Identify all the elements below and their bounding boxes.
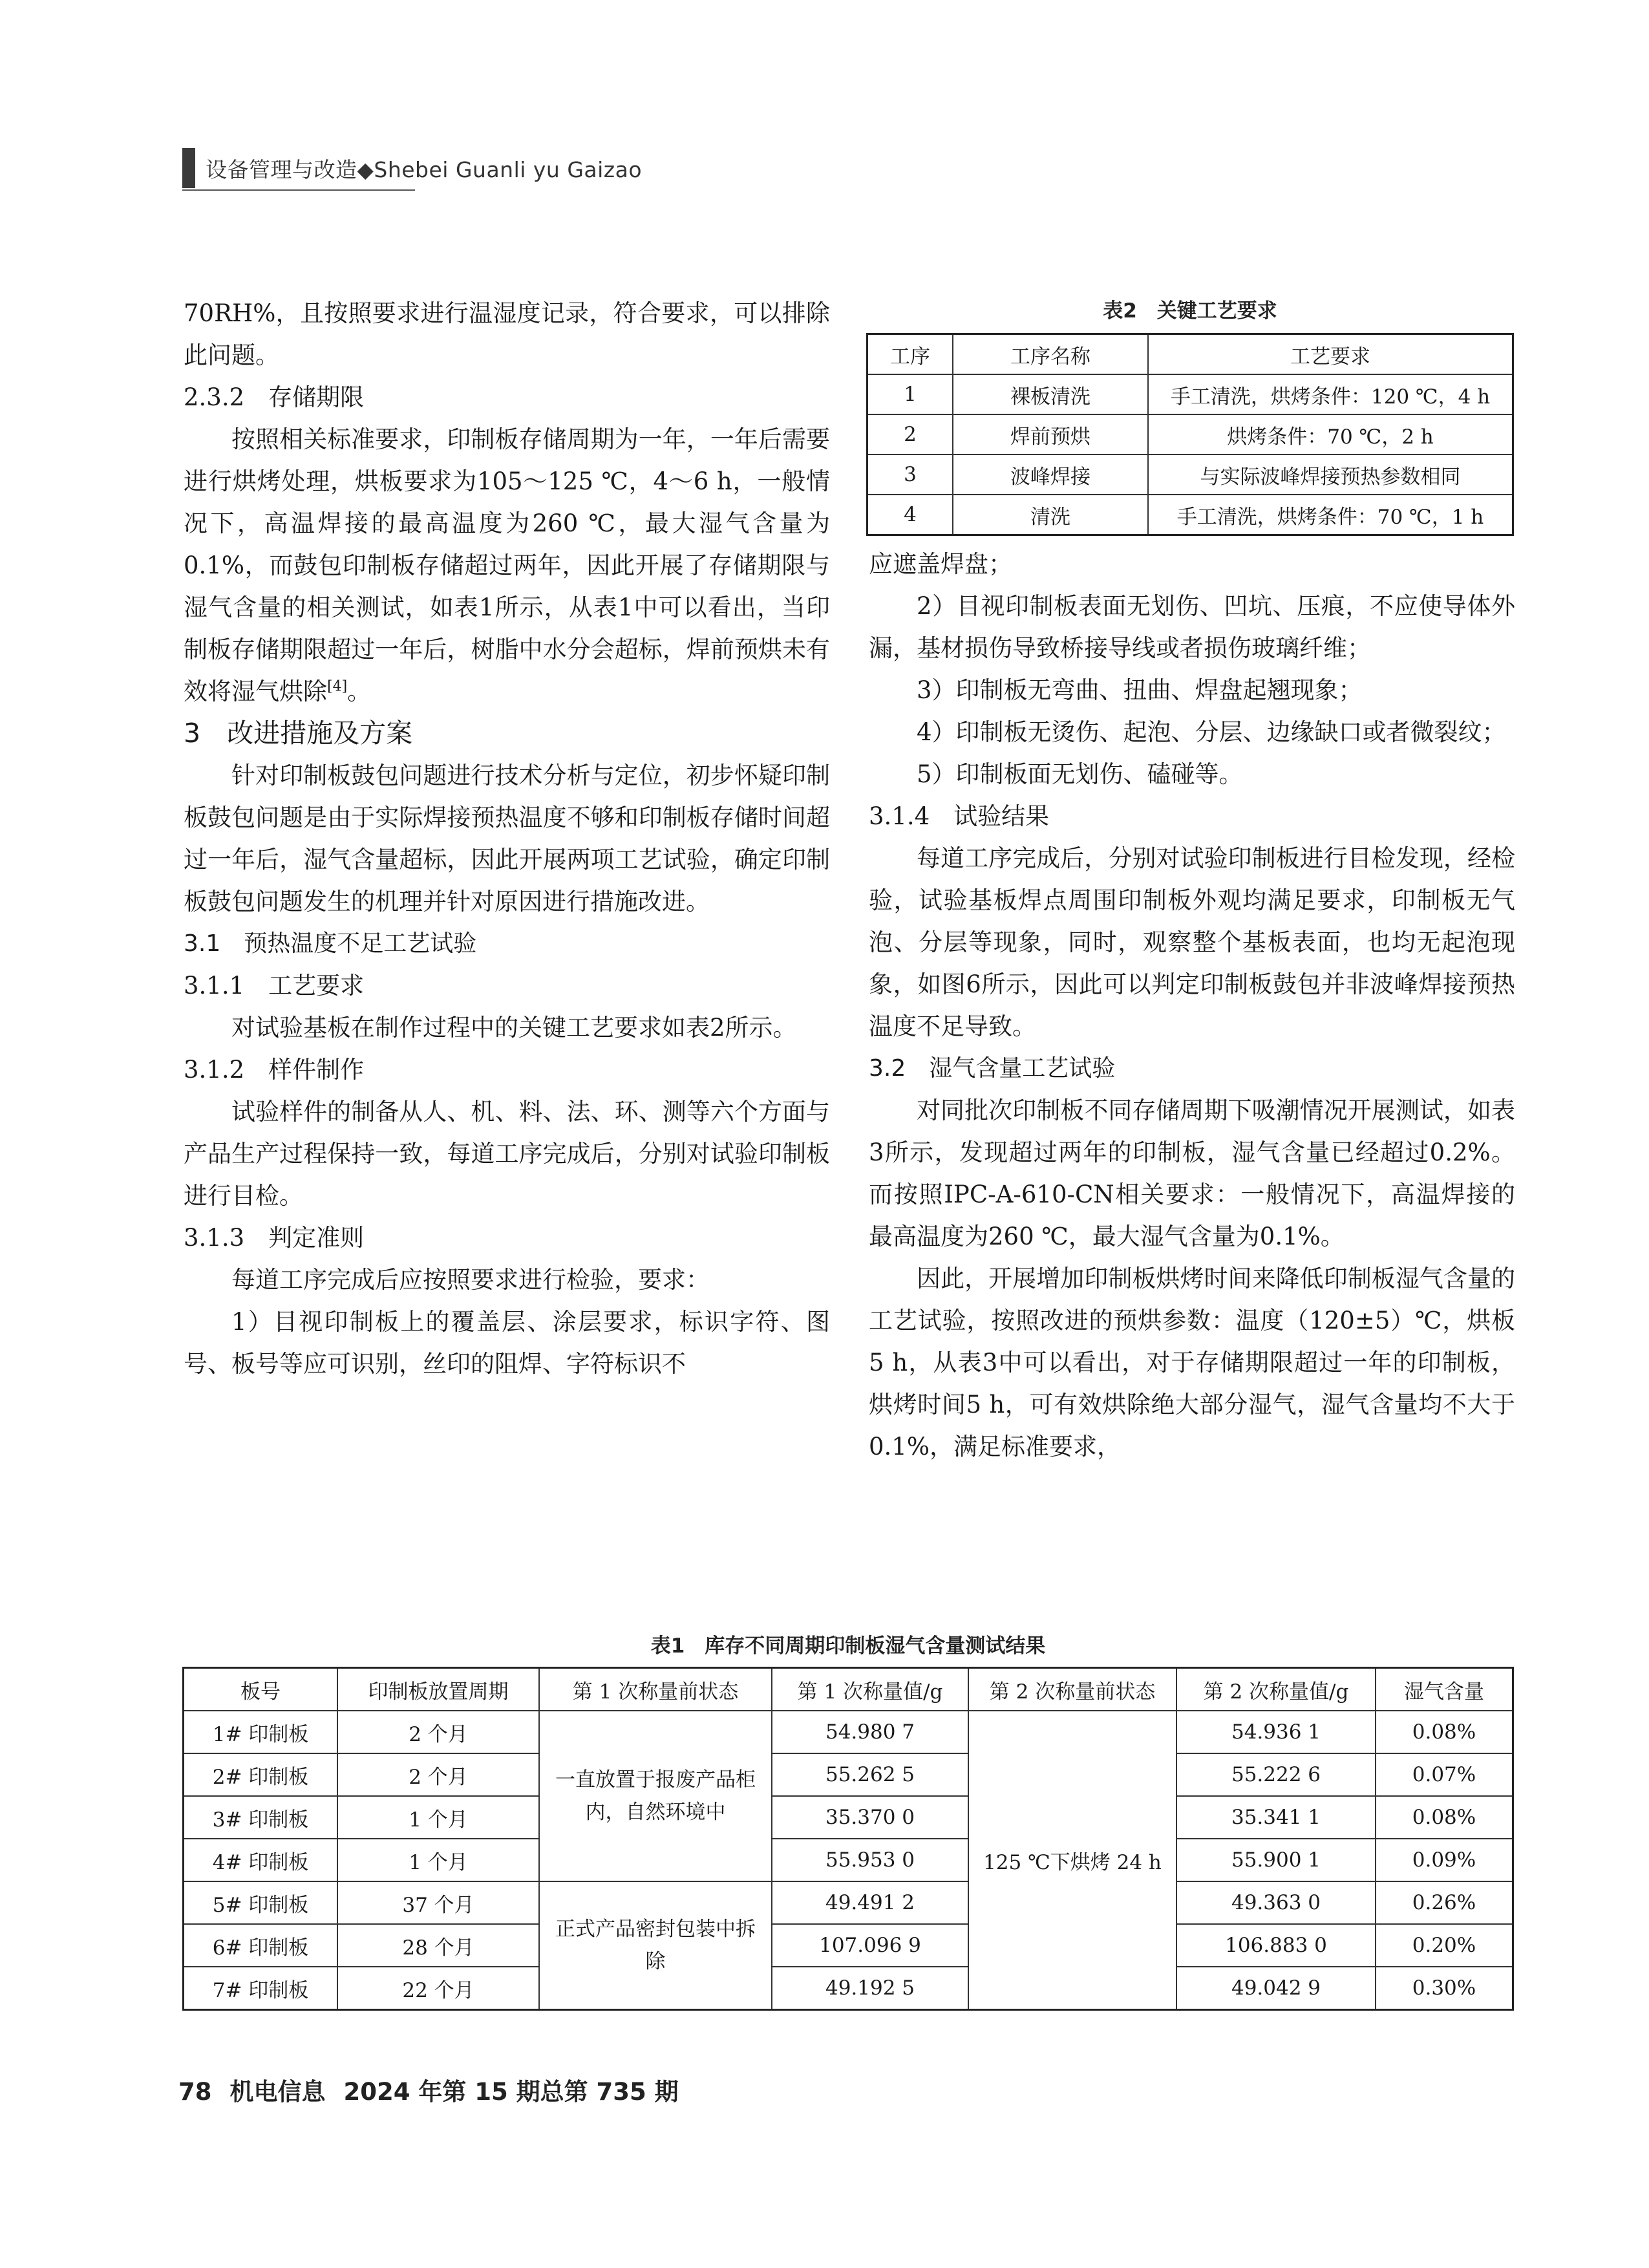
table-cell: 55.900 1	[1176, 1839, 1376, 1881]
table-row	[184, 1796, 1513, 1839]
table-cell: 49.363 0	[1176, 1881, 1376, 1924]
table-cell: 54.936 1	[1176, 1711, 1376, 1753]
table-cell: 1# 印制板	[184, 1711, 338, 1753]
paragraph: 应遮盖焊盘；	[869, 550, 1012, 578]
table-header-cell: 工序	[867, 334, 953, 375]
table-row	[184, 1881, 1513, 1924]
criteria-item-2: 2）目视印制板表面无划伤、凹坑、压痕，不应使导体外漏，基材损伤导致桥接导线或者损伤玻璃纤维；	[869, 592, 1515, 662]
table-cell: 焊前预烘	[953, 414, 1148, 455]
heading-3-1-4: 3.1.4 试验结果	[869, 802, 1050, 830]
table-cell: 0.07%	[1376, 1753, 1513, 1796]
criteria-item-4: 4）印制板无烫伤、起泡、分层、边缘缺口或者微裂纹；	[917, 718, 1506, 746]
table-cell: 35.341 1	[1176, 1796, 1376, 1839]
table-cell: 1 个月	[337, 1796, 539, 1839]
table-cell: 106.883 0	[1176, 1924, 1376, 1967]
paragraph	[184, 418, 830, 712]
table-cell: 55.222 6	[1176, 1753, 1376, 1796]
table-cell: 28 个月	[337, 1924, 539, 1967]
table-cell: 清洗	[953, 495, 1148, 535]
criteria-item-5: 5）印制板面无划伤、磕碰等。	[917, 760, 1243, 788]
table-row	[184, 1753, 1513, 1796]
journal-header: 设备管理与改造◆Shebei Guanli yu Gaizao	[206, 156, 643, 182]
table-header-cell: 第 2 次称量前状态	[968, 1668, 1176, 1711]
table-cell: 107.096 9	[772, 1924, 968, 1967]
table1	[182, 1667, 1514, 2011]
table-cell: 0.08%	[1376, 1796, 1513, 1839]
paragraph: 针对印制板鼓包问题进行技术分析与定位，初步怀疑印制板鼓包问题是由于实际焊接预热温度不够和印制板存储时间超过一年后，湿气含量超标，因此开展两项工艺试验，确定印制板鼓包问题发生的机理并针对原因进行措施改进。	[184, 762, 830, 915]
table-row	[184, 1839, 1513, 1881]
paragraph: 每道工序完成后应按照要求进行检验，要求：	[231, 1266, 710, 1294]
right-column	[869, 543, 1515, 1468]
paragraph: 对同批次印制板不同存储周期下吸潮情况开展测试，如表3所示，发现超过两年的印制板，湿气含量已经超过0.2%。而按照IPC-A-610-CN相关要求：一般情况下，高温焊接的最高温度为260 ℃，最大湿气含量为0.1%。	[869, 1097, 1515, 1250]
table-cell: 3# 印制板	[184, 1796, 338, 1839]
table-cell: 49.491 2	[772, 1881, 968, 1924]
issue-info: 2024 年第 15 期总第 735 期	[343, 2078, 679, 2106]
table-cell-merged: 正式产品密封包装中拆除	[539, 1881, 772, 2010]
table-cell: 55.262 5	[772, 1753, 968, 1796]
table-header-cell: 第 1 次称量前状态	[539, 1668, 772, 1711]
paragraph: 每道工序完成后，分别对试验印制板进行目检发现，经检验，试验基板焊点周围印制板外观均满足要求，印制板无气泡、分层等现象，同时，观察整个基板表面，也均无起泡现象，如图6所示，因此可以判定印制板鼓包并非波峰焊接预热温度不足导致。	[869, 844, 1515, 1040]
left-column	[184, 292, 830, 1385]
table-cell-merged: 125 ℃下烘烤 24 h	[968, 1711, 1176, 2010]
table-header-cell: 第 2 次称量值/g	[1176, 1668, 1376, 1711]
criteria-item-3: 3）印制板无弯曲、扭曲、焊盘起翘现象；	[917, 676, 1363, 704]
table2	[866, 333, 1514, 536]
table-cell: 37 个月	[337, 1881, 539, 1924]
table-cell: 裸板清洗	[953, 374, 1148, 414]
heading-3-1-2: 3.1.2 样件制作	[184, 1056, 365, 1084]
table-row	[867, 414, 1513, 455]
paragraph-text: 按照相关标准要求，印制板存储周期为一年，一年后需要进行烘烤处理，烘板要求为105～125 ℃，4～6 h，一般情况下，高温焊接的最高温度为260 ℃，最大湿气含量为0.1%，而鼓包印制板存储超过两年，因此开展了存储期限与湿气含量的相关测试，如表1所示，从表1中可以看出，当印制板存储期限超过一年后，树脂中水分会超标，焊前预烘未有效将湿气烘除	[184, 425, 830, 705]
table-row	[867, 495, 1513, 535]
table-cell: 49.042 9	[1176, 1967, 1376, 2010]
table-header-cell: 工艺要求	[1148, 334, 1513, 375]
heading-3-2: 3.2 湿气含量工艺试验	[869, 1055, 1116, 1082]
table-row	[184, 1924, 1513, 1967]
table-cell: 手工清洗，烘烤条件：70 ℃，1 h	[1148, 495, 1513, 535]
paragraph: 试验样件的制备从人、机、料、法、环、测等六个方面与产品生产过程保持一致，每道工序完成后，分别对试验印制板进行目检。	[184, 1098, 830, 1210]
table-cell: 0.26%	[1376, 1881, 1513, 1924]
paragraph-end: 。	[347, 678, 372, 705]
table-cell: 1 个月	[337, 1839, 539, 1881]
table-header-cell: 印制板放置周期	[337, 1668, 539, 1711]
table-header-cell: 工序名称	[953, 334, 1148, 375]
table-cell: 波峰焊接	[953, 455, 1148, 495]
heading-2-3-2: 2.3.2 存储期限	[184, 383, 365, 411]
table-row	[867, 374, 1513, 414]
heading-3: 3 改进措施及方案	[184, 718, 413, 749]
table-cell-merged: 一直放置于报废产品柜内，自然环境中	[539, 1711, 772, 1881]
table-cell: 烘烤条件：70 ℃，2 h	[1148, 414, 1513, 455]
table-cell: 0.09%	[1376, 1839, 1513, 1881]
page-footer	[178, 2072, 697, 2107]
table-row	[184, 1967, 1513, 2010]
table-cell: 3	[867, 455, 953, 495]
table-cell: 2# 印制板	[184, 1753, 338, 1796]
paragraph: 70RH%，且按照要求进行温湿度记录，符合要求，可以排除此问题。	[184, 299, 830, 369]
table-cell: 0.30%	[1376, 1967, 1513, 2010]
table-cell: 1	[867, 374, 953, 414]
table-header-cell: 湿气含量	[1376, 1668, 1513, 1711]
table-row	[184, 1711, 1513, 1753]
table-cell: 2	[867, 414, 953, 455]
heading-3-1-1: 3.1.1 工艺要求	[184, 972, 365, 1000]
table-cell: 2 个月	[337, 1753, 539, 1796]
table-cell: 35.370 0	[772, 1796, 968, 1839]
table2-caption: 表2 关键工艺要求	[1103, 299, 1277, 323]
table-cell: 5# 印制板	[184, 1881, 338, 1924]
paragraph: 因此，开展增加印制板烘烤时间来降低印制板湿气含量的工艺试验，按照改进的预烘参数：温度（120±5）℃，烘板5 h，从表3中可以看出，对于存储期限超过一年的印制板，烘烤时间5 h，可有效烘除绝大部分湿气，湿气含量均不大于0.1%，满足标准要求，	[869, 1265, 1515, 1460]
table-cell: 22 个月	[337, 1967, 539, 2010]
citation-ref: [4]	[327, 678, 348, 695]
table-cell: 6# 印制板	[184, 1924, 338, 1967]
table-cell: 4# 印制板	[184, 1839, 338, 1881]
table-header-cell: 第 1 次称量值/g	[772, 1668, 968, 1711]
table-cell: 55.953 0	[772, 1839, 968, 1881]
header-rule	[182, 189, 415, 191]
table-row	[867, 455, 1513, 495]
heading-3-1-3: 3.1.3 判定准则	[184, 1224, 365, 1252]
journal-name: 机电信息	[229, 2078, 326, 2106]
running-header	[182, 149, 642, 187]
table-cell: 54.980 7	[772, 1711, 968, 1753]
criteria-item-1: 1）目视印制板上的覆盖层、涂层要求，标识字符、图号、板号等应可识别，丝印的阻焊、字符标识不	[184, 1308, 830, 1378]
table-cell: 与实际波峰焊接预热参数相同	[1148, 455, 1513, 495]
header-bar	[182, 148, 195, 188]
table-cell: 4	[867, 495, 953, 535]
table1-caption: 表1 库存不同周期印制板湿气含量测试结果	[650, 1634, 1046, 1658]
table-cell: 0.08%	[1376, 1711, 1513, 1753]
page-number: 78	[178, 2078, 212, 2106]
table-cell: 49.192 5	[772, 1967, 968, 2010]
table-header-row	[867, 334, 1513, 375]
table-header-row	[184, 1668, 1513, 1711]
table-cell: 7# 印制板	[184, 1967, 338, 2010]
table-cell: 0.20%	[1376, 1924, 1513, 1967]
table-cell: 2 个月	[337, 1711, 539, 1753]
paragraph: 对试验基板在制作过程中的关键工艺要求如表2所示。	[231, 1014, 797, 1042]
table-header-cell: 板号	[184, 1668, 338, 1711]
table-cell: 手工清洗，烘烤条件：120 ℃，4 h	[1148, 374, 1513, 414]
heading-3-1: 3.1 预热温度不足工艺试验	[184, 930, 477, 957]
